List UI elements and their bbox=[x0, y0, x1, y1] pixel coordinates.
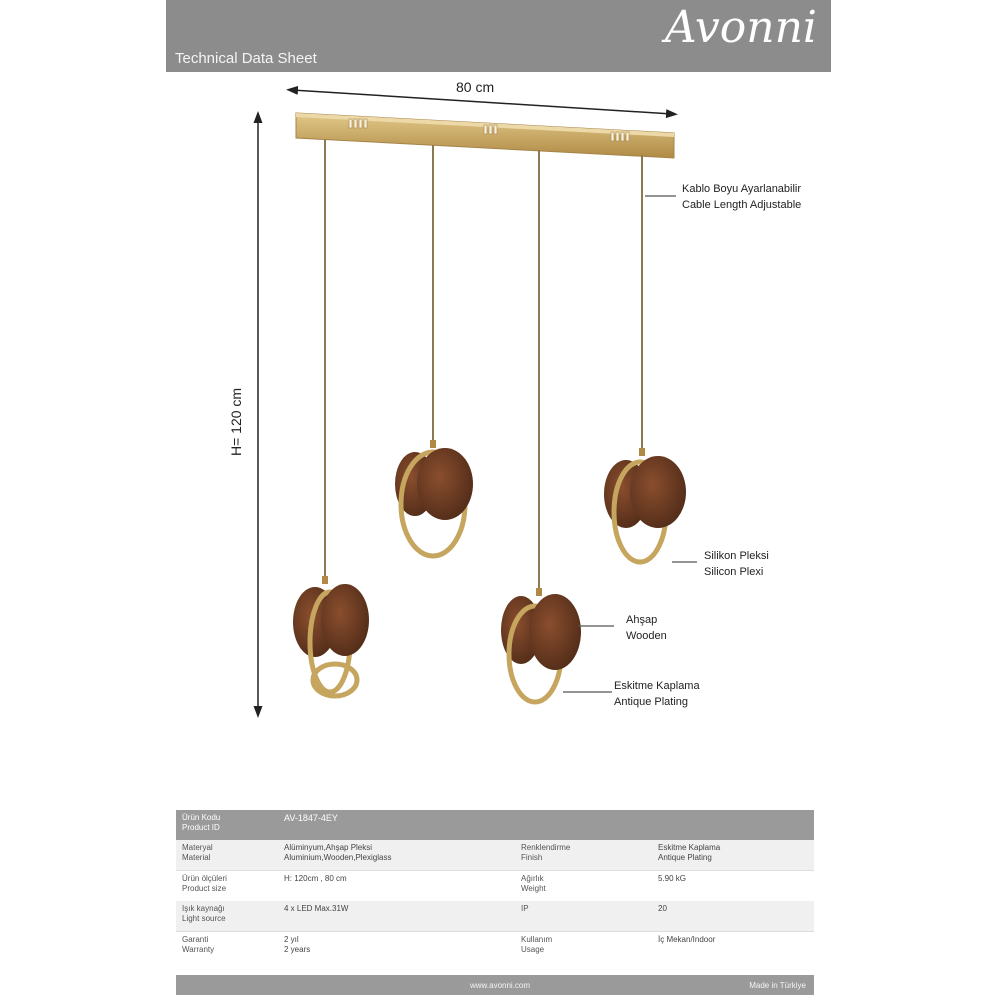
spec-table bbox=[176, 810, 814, 962]
pendant-2 bbox=[395, 440, 473, 556]
pendant-1 bbox=[293, 576, 369, 696]
plating-callout: Eskitme Kaplama Antique Plating bbox=[614, 680, 700, 708]
product-id-label: Ürün Kodu Product ID bbox=[176, 810, 278, 840]
made-in-label: Made in Türkiye bbox=[749, 981, 806, 990]
cables bbox=[325, 140, 642, 590]
pendant-3 bbox=[501, 588, 581, 702]
wood-callout: Ahşap Wooden bbox=[626, 614, 667, 642]
table-row: Işık kaynağı Light source 4 x LED Max.31W IP 20 bbox=[176, 901, 814, 932]
product-id-value: AV-1847-4EY bbox=[278, 810, 814, 840]
table-row: Materyal Material Alüminyum,Ahşap Pleksi Aluminium,Wooden,Plexiglass Renklendirme Finish Eskitme Kaplama Antique Plating bbox=[176, 840, 814, 871]
plexi-callout: Silikon Pleksi Silicon Plexi bbox=[704, 550, 769, 578]
cable-callout: Kablo Boyu Ayarlanabilir Cable Length Adjustable bbox=[682, 183, 802, 211]
table-row: Ürün ölçüleri Product size H: 120cm , 80 cm Ağırlık Weight 5.90 kG bbox=[176, 871, 814, 902]
table-row: Garanti Warranty 2 yıl 2 years Kullanım Usage İç Mekan/Indoor bbox=[176, 932, 814, 963]
spec-header-row bbox=[176, 810, 814, 840]
brand-logo: Avonni bbox=[664, 2, 817, 53]
height-label: H= 120 cm bbox=[228, 387, 244, 456]
website-link[interactable]: www.avonni.com bbox=[470, 981, 531, 990]
pendant-4 bbox=[604, 448, 686, 562]
page-title: Technical Data Sheet bbox=[175, 50, 317, 67]
width-label: 80 cm bbox=[456, 79, 495, 95]
footer-bar bbox=[176, 975, 814, 995]
